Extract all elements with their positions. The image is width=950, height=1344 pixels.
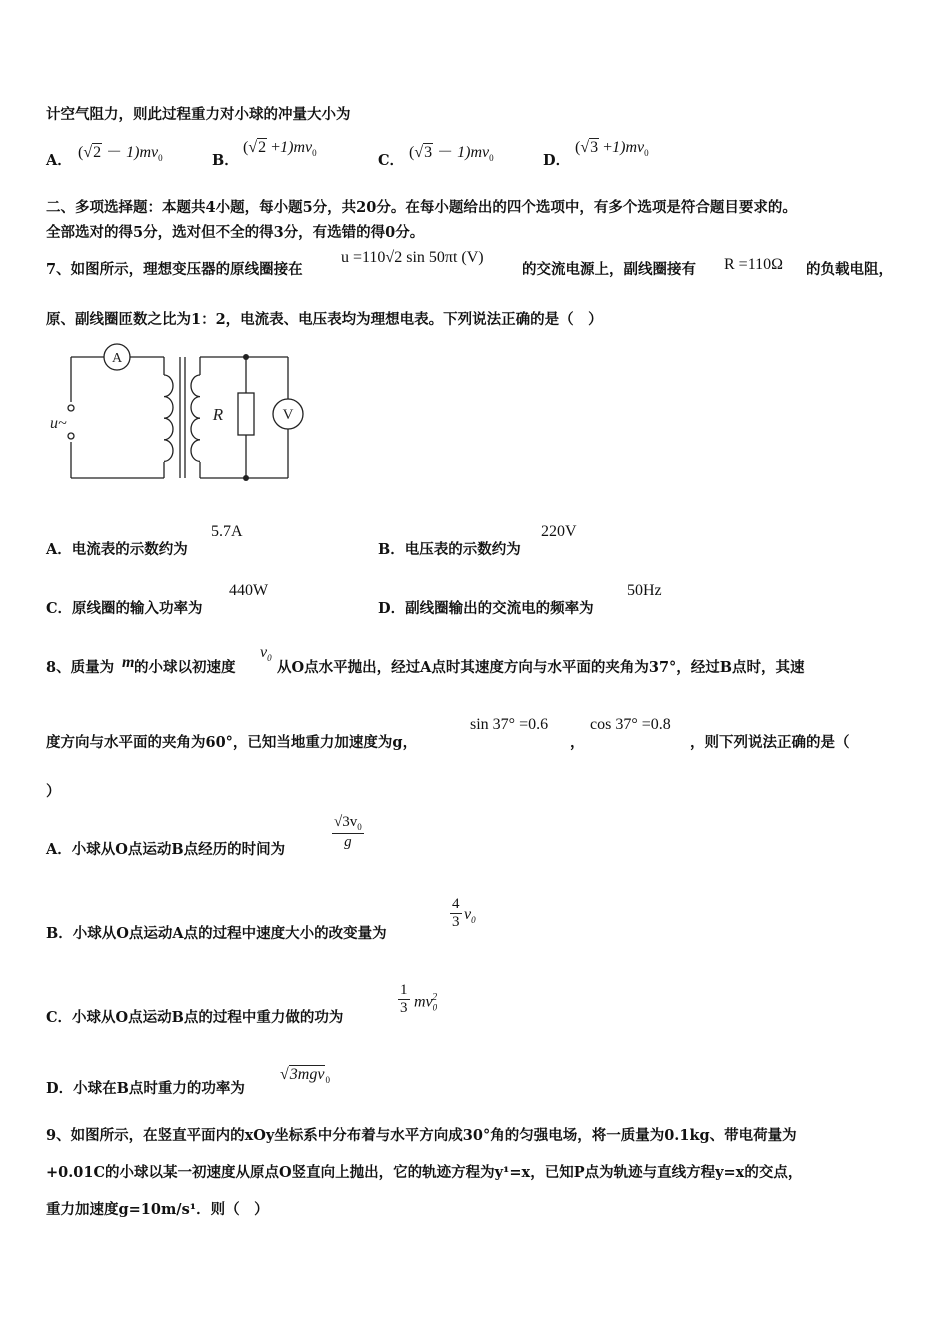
q8-option-b-fraction: $\frac{4}{3}$ [452,896,460,930]
q6-option-c-formula: $(√3 - 1)mv_0$ [409,144,494,164]
q9-line3: 重力加速度g=10m/s¹．则（ ） [46,1201,269,1218]
q7-formula-u: u =110√2 sin 50πt (V) [341,249,484,266]
q8-mass-symbol: m [122,654,135,671]
q8-line2-b: ，则下列说法正确的是（ [690,734,850,751]
ammeter-label: A [111,351,123,366]
q6-option-d-label: D． [543,152,571,169]
q9-line2: +0.01C的小球以某一初速度从原点O竖直向上抛出，它的轨迹方程为y¹=x，已知P点为轨迹与直线方程y=x的交点， [46,1164,803,1181]
q8-cos-value: cos 37° =0.8 [590,716,671,733]
q7-option-a-value: 5.7A [211,523,243,540]
q7-option-d-value: 50Hz [627,582,662,599]
q6-option-d-formula: $(√3 +1)mv_0$ [575,139,649,159]
q7-intro-a: 7、如图所示，理想变压器的原线圈接在 [46,261,303,278]
q8-line2-a: 度方向与水平面的夹角为60°，已知当地重力加速度为g， [46,734,418,751]
q8-option-c-fraction: $\frac{1}{3}$ [400,982,408,1016]
q7-option-c-value: 440W [229,582,269,599]
resistor-label: R [212,405,224,424]
q6-option-b-formula: $(√2 +1)mv_0$ [243,139,317,159]
q8-line1-c: 从O点水平抛出，经过A点时其速度方向与水平面的夹角为37°，经过B点时，其速 [277,659,805,676]
q7-intro-b: 的交流电源上，副线圈接有 [522,261,696,278]
q9-line1: 9、如图所示，在竖直平面内的xOy坐标系中分布着与水平方向成30°角的匀强电场，将一质量为0.1kg、带电荷量为 [46,1127,797,1144]
q8-sin-value: sin 37° =0.6 [470,716,549,733]
q8-option-c: C．小球从O点运动B点的过程中重力做的功为 [46,1009,344,1026]
q6-tail-text: 计空气阻力，则此过程重力对小球的冲量大小为 [46,106,351,123]
q7-option-c: C．原线圈的输入功率为 [46,600,203,617]
q6-option-b-label: B． [212,152,239,169]
q6-option-c-label: C． [378,152,405,169]
q6-option-a-formula: $(√2 - 1)mv_0$ [78,144,163,164]
q8-comma: ， [570,734,585,751]
source-label: u~ [50,415,67,432]
q7-line2: 原、副线圈匝数之比为1：2，电流表、电压表均为理想电表。下列说法正确的是（ ） [46,311,603,328]
section2-heading-line1: 二、多项选择题：本题共4小题，每小题5分，共20分。在每小题给出的四个选项中，有多个选项是符合题目要求的。 [46,199,797,216]
q8-option-d: D．小球在B点时重力的功率为 [46,1080,245,1097]
q7-option-b: B．电压表的示数约为 [378,541,521,558]
q8-v0-symbol: $v_0$ [260,644,272,664]
voltmeter-label: V [282,407,294,423]
q8-option-a: A．小球从O点运动B点经历的时间为 [46,841,286,858]
q7-circuit-diagram [48,340,310,490]
q7-formula-r: R =110Ω [724,256,783,273]
q6-option-a-label: A． [46,152,72,169]
q8-option-a-fraction: $\frac{√3v_0}{g}$ [334,814,362,850]
q8-line3: ） [46,783,61,800]
q7-option-d: D．副线圈输出的交流电的频率为 [378,600,594,617]
q7-option-b-value: 220V [541,523,577,540]
q8-option-b-v0: $v_0$ [464,906,476,926]
q8-option-d-value: √3mgv$_0$ [280,1066,330,1086]
q7-option-a: A．电流表的示数约为 [46,541,188,558]
q7-intro-c: 的负载电阻， [806,261,893,278]
q8-line1-b: 的小球以初速度 [134,659,236,676]
q8-option-b: B．小球从O点运动A点的过程中速度大小的改变量为 [46,925,387,942]
section2-heading-line2: 全部选对的得5分，选对但不全的得3分，有选错的得0分。 [46,224,425,241]
q8-line1-a: 8、质量为 [46,659,115,676]
q8-option-c-mv2: $mv_0^2$ [414,992,438,1013]
